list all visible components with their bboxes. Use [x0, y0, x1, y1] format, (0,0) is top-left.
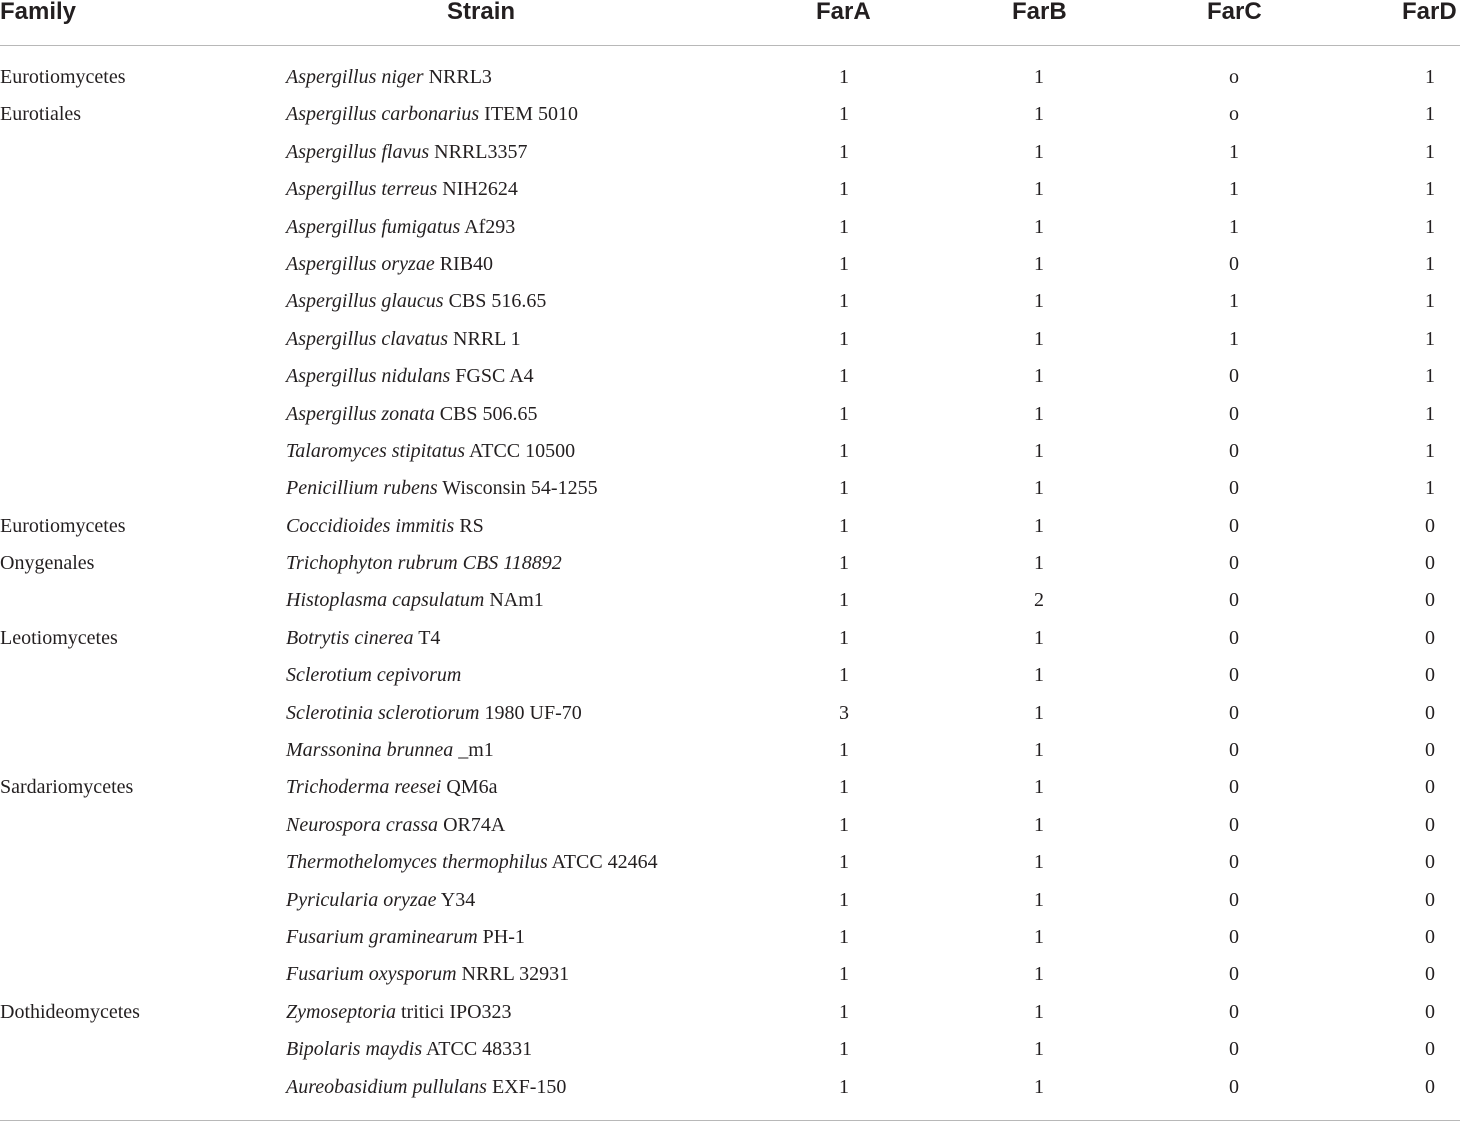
- strain-id: _m1: [458, 739, 494, 762]
- farb-cell: 1: [1034, 963, 1044, 986]
- species-name: Aspergillus glaucus: [286, 290, 444, 313]
- farc-cell: o: [1229, 66, 1239, 88]
- table-row: [0, 769, 1460, 806]
- fard-cell: 1: [1425, 477, 1435, 500]
- farc-cell: 0: [1229, 514, 1239, 537]
- fard-cell: 1: [1425, 66, 1435, 88]
- fard-cell: 0: [1425, 851, 1435, 874]
- fara-cell: 1: [839, 664, 849, 687]
- strain-cell: [286, 283, 546, 320]
- fara-cell: 1: [839, 514, 849, 537]
- fard-cell: 1: [1425, 439, 1435, 462]
- table-row: [0, 171, 1460, 208]
- table-row: [0, 321, 1460, 358]
- strain-cell: [286, 1069, 566, 1106]
- fara-cell: 1: [839, 1075, 849, 1098]
- farc-cell: 0: [1229, 589, 1239, 612]
- farb-cell: 1: [1034, 290, 1044, 313]
- table-row: [0, 732, 1460, 769]
- farb-cell: 1: [1034, 776, 1044, 799]
- fara-cell: 3: [839, 701, 849, 724]
- fard-cell: 1: [1425, 365, 1435, 388]
- table-header: [0, 0, 1460, 46]
- strain-id: Wisconsin 54-1255: [442, 477, 598, 500]
- species-name: Botrytis cinerea: [286, 626, 414, 649]
- species-name: Trichoderma reesei: [286, 776, 442, 799]
- farc-cell: 0: [1229, 776, 1239, 799]
- farb-cell: 1: [1034, 813, 1044, 836]
- species-name: Neurospora crassa: [286, 813, 439, 836]
- fard-cell: 1: [1425, 402, 1435, 425]
- species-name: Pyricularia oryzae: [286, 888, 437, 911]
- strain-id: PH-1: [482, 925, 525, 948]
- farb-cell: 1: [1034, 701, 1044, 724]
- species-name: Fusarium oxysporum: [286, 963, 457, 986]
- table-row: [0, 1069, 1460, 1106]
- fard-cell: 0: [1425, 589, 1435, 612]
- strain-cell: [286, 732, 494, 769]
- farb-cell: 1: [1034, 327, 1044, 350]
- fara-cell: 1: [839, 103, 849, 126]
- family-cell: Eurotiales: [0, 103, 82, 126]
- farc-cell: 1: [1229, 327, 1239, 350]
- header-strain: Strain: [447, 0, 516, 25]
- farc-cell: 0: [1229, 1000, 1239, 1023]
- fara-cell: 1: [839, 439, 849, 462]
- table-row: [0, 657, 1460, 694]
- strain-cell: [286, 620, 440, 657]
- fara-cell: 1: [839, 252, 849, 275]
- table-row: [0, 246, 1460, 283]
- farb-cell: 1: [1034, 664, 1044, 687]
- farc-cell: 0: [1229, 739, 1239, 762]
- fara-cell: 1: [839, 178, 849, 201]
- fard-cell: 0: [1425, 963, 1435, 986]
- strain-cell: [286, 433, 575, 470]
- strain-cell: [286, 882, 475, 919]
- strain-cell: [286, 470, 598, 507]
- farc-cell: 0: [1229, 402, 1239, 425]
- fard-cell: 1: [1425, 178, 1435, 201]
- fard-cell: 1: [1425, 103, 1435, 126]
- farc-cell: o: [1229, 103, 1239, 126]
- fara-cell: 1: [839, 140, 849, 163]
- family-cell: Leotiomycetes: [0, 626, 118, 649]
- table-row: [0, 96, 1460, 133]
- strain-id: NAm1: [489, 589, 544, 612]
- strain-id: ATCC 48331: [426, 1038, 533, 1061]
- fara-cell: 1: [839, 813, 849, 836]
- family-cell: Eurotiomycetes: [0, 514, 126, 537]
- fara-cell: 1: [839, 215, 849, 238]
- strain-cell: [286, 994, 512, 1031]
- farb-cell: 1: [1034, 851, 1044, 874]
- species-name: Aspergillus fumigatus: [286, 215, 461, 238]
- strain-id: OR74A: [443, 813, 506, 836]
- farc-cell: 1: [1229, 215, 1239, 238]
- table-row: [0, 695, 1460, 732]
- header-fard: FarD: [1402, 0, 1457, 25]
- strain-cell: [286, 171, 518, 208]
- header-farb: FarB: [1012, 0, 1067, 25]
- strain-cell: [286, 508, 484, 545]
- strain-cell: [286, 59, 492, 96]
- strain-id: Af293: [464, 215, 516, 238]
- strain-cell: [286, 807, 505, 844]
- farc-cell: 1: [1229, 178, 1239, 201]
- farc-cell: 0: [1229, 1075, 1239, 1098]
- strain-id: CBS 516.65: [448, 290, 547, 313]
- strain-id: T4: [418, 626, 441, 649]
- table-row: [0, 508, 1460, 545]
- fara-cell: 1: [839, 1000, 849, 1023]
- strain-cell: [286, 919, 525, 956]
- fara-cell: 1: [839, 402, 849, 425]
- farb-cell: 1: [1034, 626, 1044, 649]
- farc-cell: 0: [1229, 552, 1239, 575]
- species-name: Sclerotinia sclerotiorum: [286, 701, 480, 724]
- table-row: [0, 956, 1460, 993]
- header-fara: FarA: [816, 0, 871, 25]
- family-cell: Sardariomycetes: [0, 776, 134, 799]
- fara-cell: 1: [839, 477, 849, 500]
- species-name: Aspergillus nidulans: [286, 365, 451, 388]
- strain-cell: [286, 96, 578, 133]
- table-row: [0, 209, 1460, 246]
- bottom-rule: [0, 1120, 1460, 1121]
- table-row: [0, 807, 1460, 844]
- strain-id: tritici IPO323: [401, 1000, 512, 1023]
- species-name: Bipolaris maydis: [286, 1038, 423, 1061]
- species-name: Coccidioides immitis: [286, 514, 455, 537]
- strain-cell: [286, 134, 528, 171]
- farb-cell: 1: [1034, 103, 1044, 126]
- species-name: Marssonina brunnea: [286, 739, 454, 762]
- farb-cell: 1: [1034, 439, 1044, 462]
- strain-id: FGSC A4: [455, 365, 534, 388]
- fard-cell: 0: [1425, 701, 1435, 724]
- farb-cell: 1: [1034, 477, 1044, 500]
- table-row: [0, 283, 1460, 320]
- fard-cell: 1: [1425, 215, 1435, 238]
- farb-cell: 1: [1034, 140, 1044, 163]
- table-row: [0, 59, 1460, 96]
- strain-id: RIB40: [439, 252, 494, 275]
- family-cell: Dothideomycetes: [0, 1000, 140, 1023]
- strain-id: NRRL3357: [434, 140, 528, 163]
- fard-cell: 0: [1425, 626, 1435, 649]
- table-row: [0, 1031, 1460, 1068]
- fara-cell: 1: [839, 626, 849, 649]
- strain-id: NRRL3: [428, 66, 492, 88]
- strain-id: RS: [459, 514, 484, 537]
- farc-cell: 0: [1229, 252, 1239, 275]
- strain-cell: [286, 1031, 532, 1068]
- family-cell: Onygenales: [0, 552, 95, 575]
- species-name: Aspergillus flavus: [286, 140, 430, 163]
- farc-cell: 0: [1229, 1038, 1239, 1061]
- farb-cell: 1: [1034, 178, 1044, 201]
- farb-cell: 1: [1034, 739, 1044, 762]
- fard-cell: 0: [1425, 1075, 1435, 1098]
- strain-cell: [286, 769, 497, 806]
- table-row: [0, 470, 1460, 507]
- strain-id: ATCC 42464: [551, 851, 658, 874]
- farb-cell: 1: [1034, 514, 1044, 537]
- farc-cell: 0: [1229, 701, 1239, 724]
- farb-cell: 1: [1034, 552, 1044, 575]
- strain-cell: [286, 321, 521, 358]
- species-name: Aureobasidium pullulans: [286, 1075, 487, 1098]
- strain-id: Y34: [440, 888, 476, 911]
- fara-cell: 1: [839, 290, 849, 313]
- table-row: [0, 582, 1460, 619]
- fara-cell: 1: [839, 66, 849, 88]
- fard-cell: 0: [1425, 739, 1435, 762]
- farb-cell: 1: [1034, 252, 1044, 275]
- fara-cell: 1: [839, 888, 849, 911]
- species-name: Aspergillus oryzae: [286, 252, 435, 275]
- farb-cell: 1: [1034, 1075, 1044, 1098]
- species-name: Aspergillus zonata: [286, 402, 435, 425]
- farb-cell: 1: [1034, 365, 1044, 388]
- farc-cell: 1: [1229, 290, 1239, 313]
- farb-cell: 1: [1034, 925, 1044, 948]
- farc-cell: 0: [1229, 664, 1239, 687]
- strain-cell: [286, 246, 493, 283]
- header-rule: [0, 45, 1460, 46]
- fara-cell: 1: [839, 365, 849, 388]
- fara-cell: 1: [839, 552, 849, 575]
- species-name: Aspergillus terreus: [286, 178, 438, 201]
- farc-cell: 0: [1229, 813, 1239, 836]
- strain-cell: [286, 358, 534, 395]
- strain-cell: [286, 396, 538, 433]
- farb-cell: 1: [1034, 1038, 1044, 1061]
- species-name: Trichophyton rubrum CBS 118892: [286, 552, 562, 575]
- strain-id: ATCC 10500: [469, 439, 576, 462]
- species-name: Aspergillus clavatus: [286, 327, 449, 350]
- fard-cell: 0: [1425, 514, 1435, 537]
- farb-cell: 1: [1034, 1000, 1044, 1023]
- table-row: [0, 545, 1460, 582]
- fard-cell: 0: [1425, 813, 1435, 836]
- strain-cell: [286, 209, 515, 246]
- species-name: Sclerotium cepivorum: [286, 664, 462, 687]
- species-name: Histoplasma capsulatum: [286, 589, 485, 612]
- table-row: [0, 844, 1460, 881]
- fara-cell: 1: [839, 963, 849, 986]
- strain-id: ITEM 5010: [484, 103, 579, 126]
- farc-cell: 0: [1229, 626, 1239, 649]
- farb-cell: 1: [1034, 888, 1044, 911]
- strain-id: NIH2624: [442, 178, 518, 201]
- farb-cell: 2: [1034, 589, 1044, 612]
- farc-cell: 0: [1229, 851, 1239, 874]
- farc-cell: 0: [1229, 477, 1239, 500]
- table-row: [0, 358, 1460, 395]
- strain-id: 1980 UF-70: [484, 701, 582, 724]
- species-name: Talaromyces stipitatus: [286, 439, 466, 462]
- table-body: [0, 59, 1460, 1106]
- table-row: [0, 433, 1460, 470]
- fard-cell: 1: [1425, 252, 1435, 275]
- header-family: Family: [0, 0, 77, 25]
- strain-id: NRRL 32931: [461, 963, 570, 986]
- fara-cell: 1: [839, 776, 849, 799]
- fard-cell: 0: [1425, 1000, 1435, 1023]
- fard-cell: 0: [1425, 664, 1435, 687]
- strain-id: NRRL 1: [453, 327, 521, 350]
- farb-cell: 1: [1034, 215, 1044, 238]
- strain-cell: [286, 545, 562, 582]
- strain-cell: [286, 956, 569, 993]
- fard-cell: 1: [1425, 140, 1435, 163]
- farb-cell: 1: [1034, 402, 1044, 425]
- strain-id: QM6a: [446, 776, 498, 799]
- strain-cell: [286, 844, 658, 881]
- species-name: Aspergillus carbonarius: [286, 103, 480, 126]
- fard-cell: 0: [1425, 776, 1435, 799]
- farc-cell: 0: [1229, 963, 1239, 986]
- table-row: [0, 620, 1460, 657]
- fard-cell: 0: [1425, 888, 1435, 911]
- strain-id: EXF-150: [491, 1075, 567, 1098]
- species-name: Thermothelomyces thermophilus: [286, 851, 548, 874]
- fara-cell: 1: [839, 925, 849, 948]
- family-cell: Eurotiomycetes: [0, 66, 126, 88]
- fard-cell: 0: [1425, 552, 1435, 575]
- farb-cell: 1: [1034, 66, 1044, 88]
- fara-cell: 1: [839, 851, 849, 874]
- fard-cell: 1: [1425, 290, 1435, 313]
- strain-cell: [286, 582, 544, 619]
- strain-cell: [286, 695, 582, 732]
- farc-cell: 0: [1229, 439, 1239, 462]
- species-name: Aspergillus niger: [286, 66, 424, 88]
- fard-cell: 0: [1425, 1038, 1435, 1061]
- species-name: Fusarium graminearum: [286, 925, 478, 948]
- table-row: [0, 994, 1460, 1031]
- header-farc: FarC: [1207, 0, 1262, 25]
- farc-cell: 0: [1229, 925, 1239, 948]
- fara-cell: 1: [839, 739, 849, 762]
- fara-cell: 1: [839, 589, 849, 612]
- farc-cell: 0: [1229, 365, 1239, 388]
- fara-cell: 1: [839, 327, 849, 350]
- species-name: Penicillium rubens: [286, 477, 438, 500]
- strain-cell: [286, 657, 461, 694]
- fard-cell: 1: [1425, 327, 1435, 350]
- table-row: [0, 919, 1460, 956]
- fard-cell: 0: [1425, 925, 1435, 948]
- table-row: [0, 134, 1460, 171]
- species-name: Zymoseptoria: [286, 1000, 396, 1023]
- table-row: [0, 882, 1460, 919]
- table-row: [0, 396, 1460, 433]
- farc-cell: 0: [1229, 888, 1239, 911]
- strain-id: CBS 506.65: [439, 402, 538, 425]
- fara-cell: 1: [839, 1038, 849, 1061]
- farc-cell: 1: [1229, 140, 1239, 163]
